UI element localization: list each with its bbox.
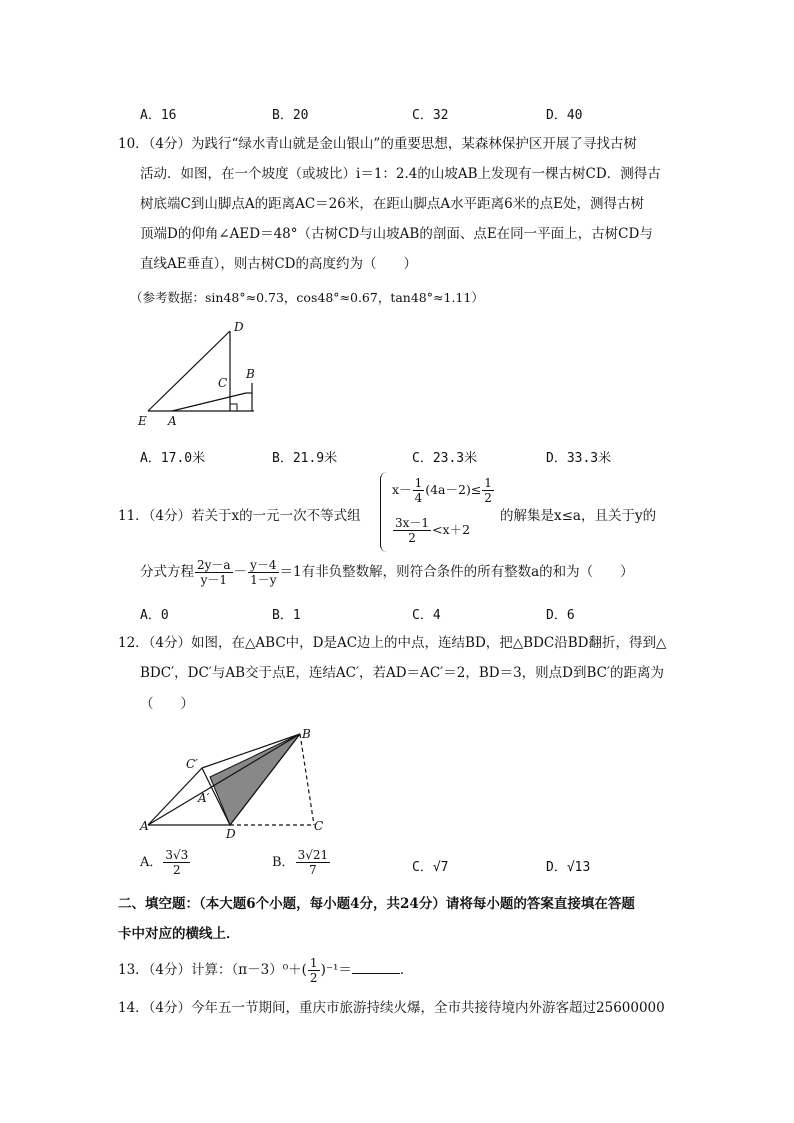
q12-figure: [136, 722, 336, 842]
label-B: B: [302, 727, 311, 741]
label-D: D: [234, 320, 244, 334]
label-A: A: [168, 414, 177, 428]
q9-option-c: C．32: [412, 108, 449, 123]
system-brace: [380, 472, 387, 552]
label-C: C: [314, 819, 324, 833]
q11-line-2: 分式方程 $\frac{2y-a}{y-1}$ － $\frac{y-4}{1-y}$ ＝1有非负整数解，则符合条件的所有整数a的和为（ ）: [140, 558, 634, 587]
q13-answer-blank[interactable]: [352, 959, 400, 974]
line-ED: [148, 331, 230, 411]
q10-line-2: 活动．如图，在一个坡度（或坡比）i＝1：2.4的山坡AB上发现有一棵古树CD．测得古: [140, 166, 661, 182]
q10-option-d: D．33.3米: [546, 451, 612, 466]
q10-option-b: B．21.9米: [272, 451, 338, 466]
q12-option-c: C．√7: [412, 860, 449, 875]
label-A-prime: A′: [198, 791, 210, 805]
q10-line-3: 树底端C到山脚点A的距离AC＝26米，在距山脚点A水平距离6米的点E处，测得古树: [140, 196, 645, 212]
q9-option-b: B．20: [272, 108, 309, 123]
right-angle-mark: [230, 404, 237, 411]
q10-reference-data: （参考数据：sin48°≈0.73，cos48°≈0.67，tan48°≈1.11）: [130, 290, 484, 305]
q11-prefix: 11．（4分）若关于x的一元一次不等式组: [118, 508, 361, 524]
q11-option-c: C．4: [412, 608, 441, 623]
q12-line-1: 12．（4分）如图，在△ABC中，D是AC边上的中点，连结BD，把△BDC沿BD翻折，得到△: [118, 635, 667, 651]
label-B: B: [246, 367, 255, 381]
q11-inequality-2: $\frac{3x-1}{2}$ <x＋2: [395, 516, 471, 545]
q11-suffix: 的解集是x≤a，且关于y的: [500, 508, 657, 524]
q11-inequality-1: x－ $\frac{1}{4}$ (4a－2)≤ $\frac{1}{2}$: [392, 476, 492, 505]
q11-option-d: D．6: [546, 608, 575, 623]
label-A: A: [140, 819, 149, 833]
slope-AB: [172, 393, 246, 411]
label-D: D: [226, 827, 236, 841]
q12-option-a: A． $\frac{3√3}{2}$: [140, 848, 189, 877]
q13-line: 13．（4分）计算：（π－3）⁰＋( $\frac{1}{2}$ )⁻¹＝ ．: [118, 956, 414, 985]
section-2-heading-line-2: 卡中对应的横线上．: [118, 926, 240, 942]
line-BC: [300, 734, 314, 825]
q14-line-1: 14．（4分）今年五一节期间，重庆市旅游持续火爆，全市共接待境内外游客超过25600000: [118, 1000, 665, 1016]
label-C-prime: C′: [186, 757, 198, 771]
q9-option-d: D．40: [546, 108, 583, 123]
section-2-heading-line-1: 二、填空题：（本大题6个小题，每小题4分，共24分）请将每小题的答案直接填在答题: [118, 896, 635, 912]
label-E: E: [138, 414, 147, 428]
q10-line-5: 直线AE垂直），则古树CD的高度约为（ ）: [140, 256, 418, 272]
q10-figure: [130, 315, 270, 435]
label-C: C: [218, 376, 228, 390]
q12-line-2: BDC′，DC′与AB交于点E，连结AC′，若AD＝AC′＝2，BD＝3，则点D到BC′的距离为: [140, 665, 665, 681]
line-AC1: [148, 768, 202, 825]
q10-line-1: 10．（4分）为践行“绿水青山就是金山银山”的重要思想，某森林保护区开展了寻找古树: [118, 136, 637, 152]
q9-option-a: A．16: [140, 108, 177, 123]
q10-option-c: C．23.3米: [412, 451, 478, 466]
q10-line-4: 顶端D的仰角∠AED＝48°（古树CD与山坡AB的剖面、点E在同一平面上，古树CD与: [140, 226, 653, 242]
q12-line-3: （ ）: [140, 696, 194, 712]
q12-option-d: D．√13: [546, 860, 591, 875]
q10-option-a: A．17.0米: [140, 451, 206, 466]
q11-option-a: A．0: [140, 608, 169, 623]
q12-option-b: B． $\frac{3√21}{7}$: [272, 848, 329, 877]
q11-option-b: B．1: [272, 608, 301, 623]
